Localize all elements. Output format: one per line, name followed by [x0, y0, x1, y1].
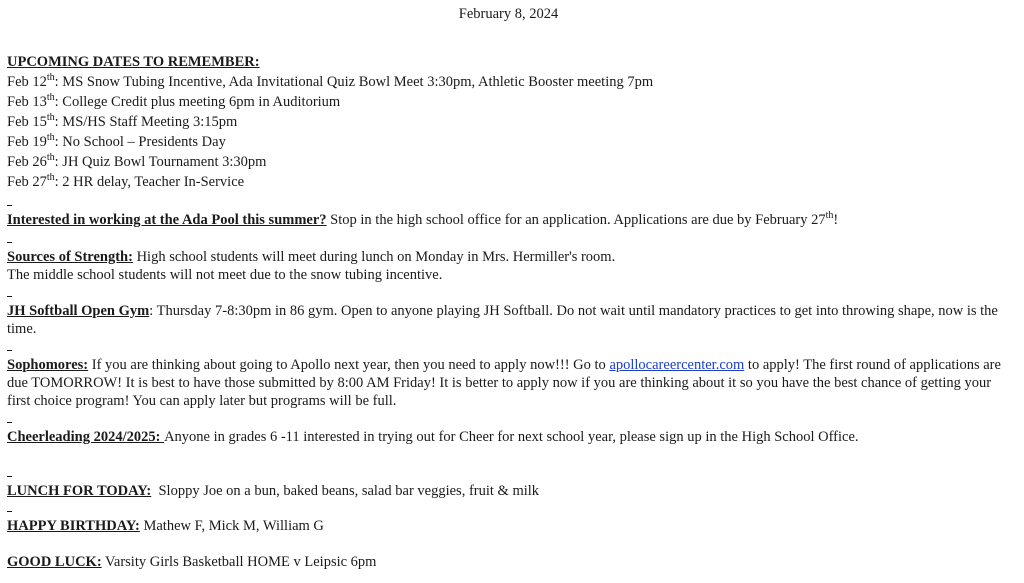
date-suffix: th [46, 172, 55, 184]
pool-heading: Interested in working at the Ada Pool this summer? [7, 212, 327, 228]
lunch-text: Sloppy Joe on a bun, baked beans, salad bar veggies, fruit & milk [151, 483, 540, 499]
goodluck-heading: GOOD LUCK: [7, 554, 102, 570]
goodluck-section [7, 553, 1010, 571]
divider-mark [7, 296, 12, 297]
cheer-text: Anyone in grades 6 -11 interested in trying out for Cheer for next school year, please sign up in the High School Office. [164, 429, 859, 445]
sources-text-line2: The middle school students will not meet due to the snow tubing incentive. [7, 267, 443, 283]
date-label: Feb 26 [7, 154, 47, 170]
date-label: Feb 19 [7, 134, 47, 150]
date-event: : College Credit plus meeting 6pm in Auditorium [54, 94, 341, 110]
divider-mark [7, 350, 12, 351]
pool-date-suffix: th [825, 210, 834, 222]
date-item [7, 152, 1010, 172]
upcoming-dates-heading: UPCOMING DATES TO REMEMBER: [7, 54, 260, 70]
date-item [7, 132, 1010, 152]
cheer-section [7, 428, 1010, 446]
date-label: Feb 15 [7, 114, 47, 130]
pool-section [7, 211, 1010, 229]
birthday-section [7, 517, 1010, 535]
birthday-text: Mathew F, Mick M, William G [139, 518, 324, 534]
date-suffix: th [46, 132, 55, 144]
date-suffix: th [46, 72, 55, 84]
date-event: : 2 HR delay, Teacher In-Service [54, 174, 245, 190]
divider-mark [7, 511, 12, 512]
date-suffix: th [46, 112, 55, 124]
date-item [7, 92, 1010, 112]
announcement-page [7, 0, 1010, 570]
softball-section [7, 302, 1010, 338]
date-label: Feb 12 [7, 74, 47, 90]
date-item [7, 72, 1010, 92]
date-event: : MS/HS Staff Meeting 3:15pm [54, 114, 238, 130]
divider-mark [7, 205, 12, 206]
softball-heading: JH Softball Open Gym [7, 303, 150, 319]
date-event: : No School – Presidents Day [54, 134, 226, 150]
sophomores-heading: Sophomores: [7, 357, 89, 373]
birthday-heading: HAPPY BIRTHDAY: [7, 518, 140, 534]
sophomores-text: If you are thinking about going to Apollo next year, then you need to apply now!!! Go to [88, 357, 610, 373]
pool-text: Stop in the high school office for an application. Applications are due by February 27 [326, 212, 826, 228]
divider-mark [7, 242, 12, 243]
date-suffix: th [46, 92, 55, 104]
sources-section [7, 248, 1010, 284]
pool-text-end: ! [833, 212, 839, 228]
lunch-heading: LUNCH FOR TODAY: [7, 483, 152, 499]
date-item [7, 172, 1010, 192]
divider-mark [7, 422, 12, 423]
lunch-section [7, 482, 1010, 500]
sophomores-text-cont: to apply! The first round of applications are due TOMORROW! It is best to have those submitted by 8:00 AM Friday! It is better to apply now if you are thinking about it so you have the best chance of getting your first choice program! You can apply later but programs will be full. [7, 357, 1001, 409]
softball-text: : Thursday 7-8:30pm in 86 gym. Open to anyone playing JH Softball. Do not wait until mandatory practices to get into throwing shape, now is the time. [7, 303, 998, 337]
date-item [7, 112, 1010, 132]
date-event: : MS Snow Tubing Incentive, Ada Invitational Quiz Bowl Meet 3:30pm, Athletic Booster meeting 7pm [54, 74, 654, 90]
date-label: Feb 13 [7, 94, 47, 110]
upcoming-dates-section [7, 52, 1010, 192]
announcement-date: February 8, 2024 [458, 6, 559, 22]
goodluck-text: Varsity Girls Basketball HOME v Leipsic 6pm [101, 554, 377, 570]
sources-heading: Sources of Strength: [7, 249, 133, 265]
date-suffix: th [46, 152, 55, 164]
sources-text: High school students will meet during lunch on Monday in Mrs. Hermiller's room. [132, 249, 616, 265]
apollo-link[interactable]: apollocareercenter.com [609, 357, 745, 373]
cheer-heading: Cheerleading 2024/2025: [7, 429, 165, 445]
sophomores-section [7, 356, 1010, 410]
divider-mark [7, 476, 12, 477]
date-event: : JH Quiz Bowl Tournament 3:30pm [54, 154, 267, 170]
date-label: Feb 27 [7, 174, 47, 190]
